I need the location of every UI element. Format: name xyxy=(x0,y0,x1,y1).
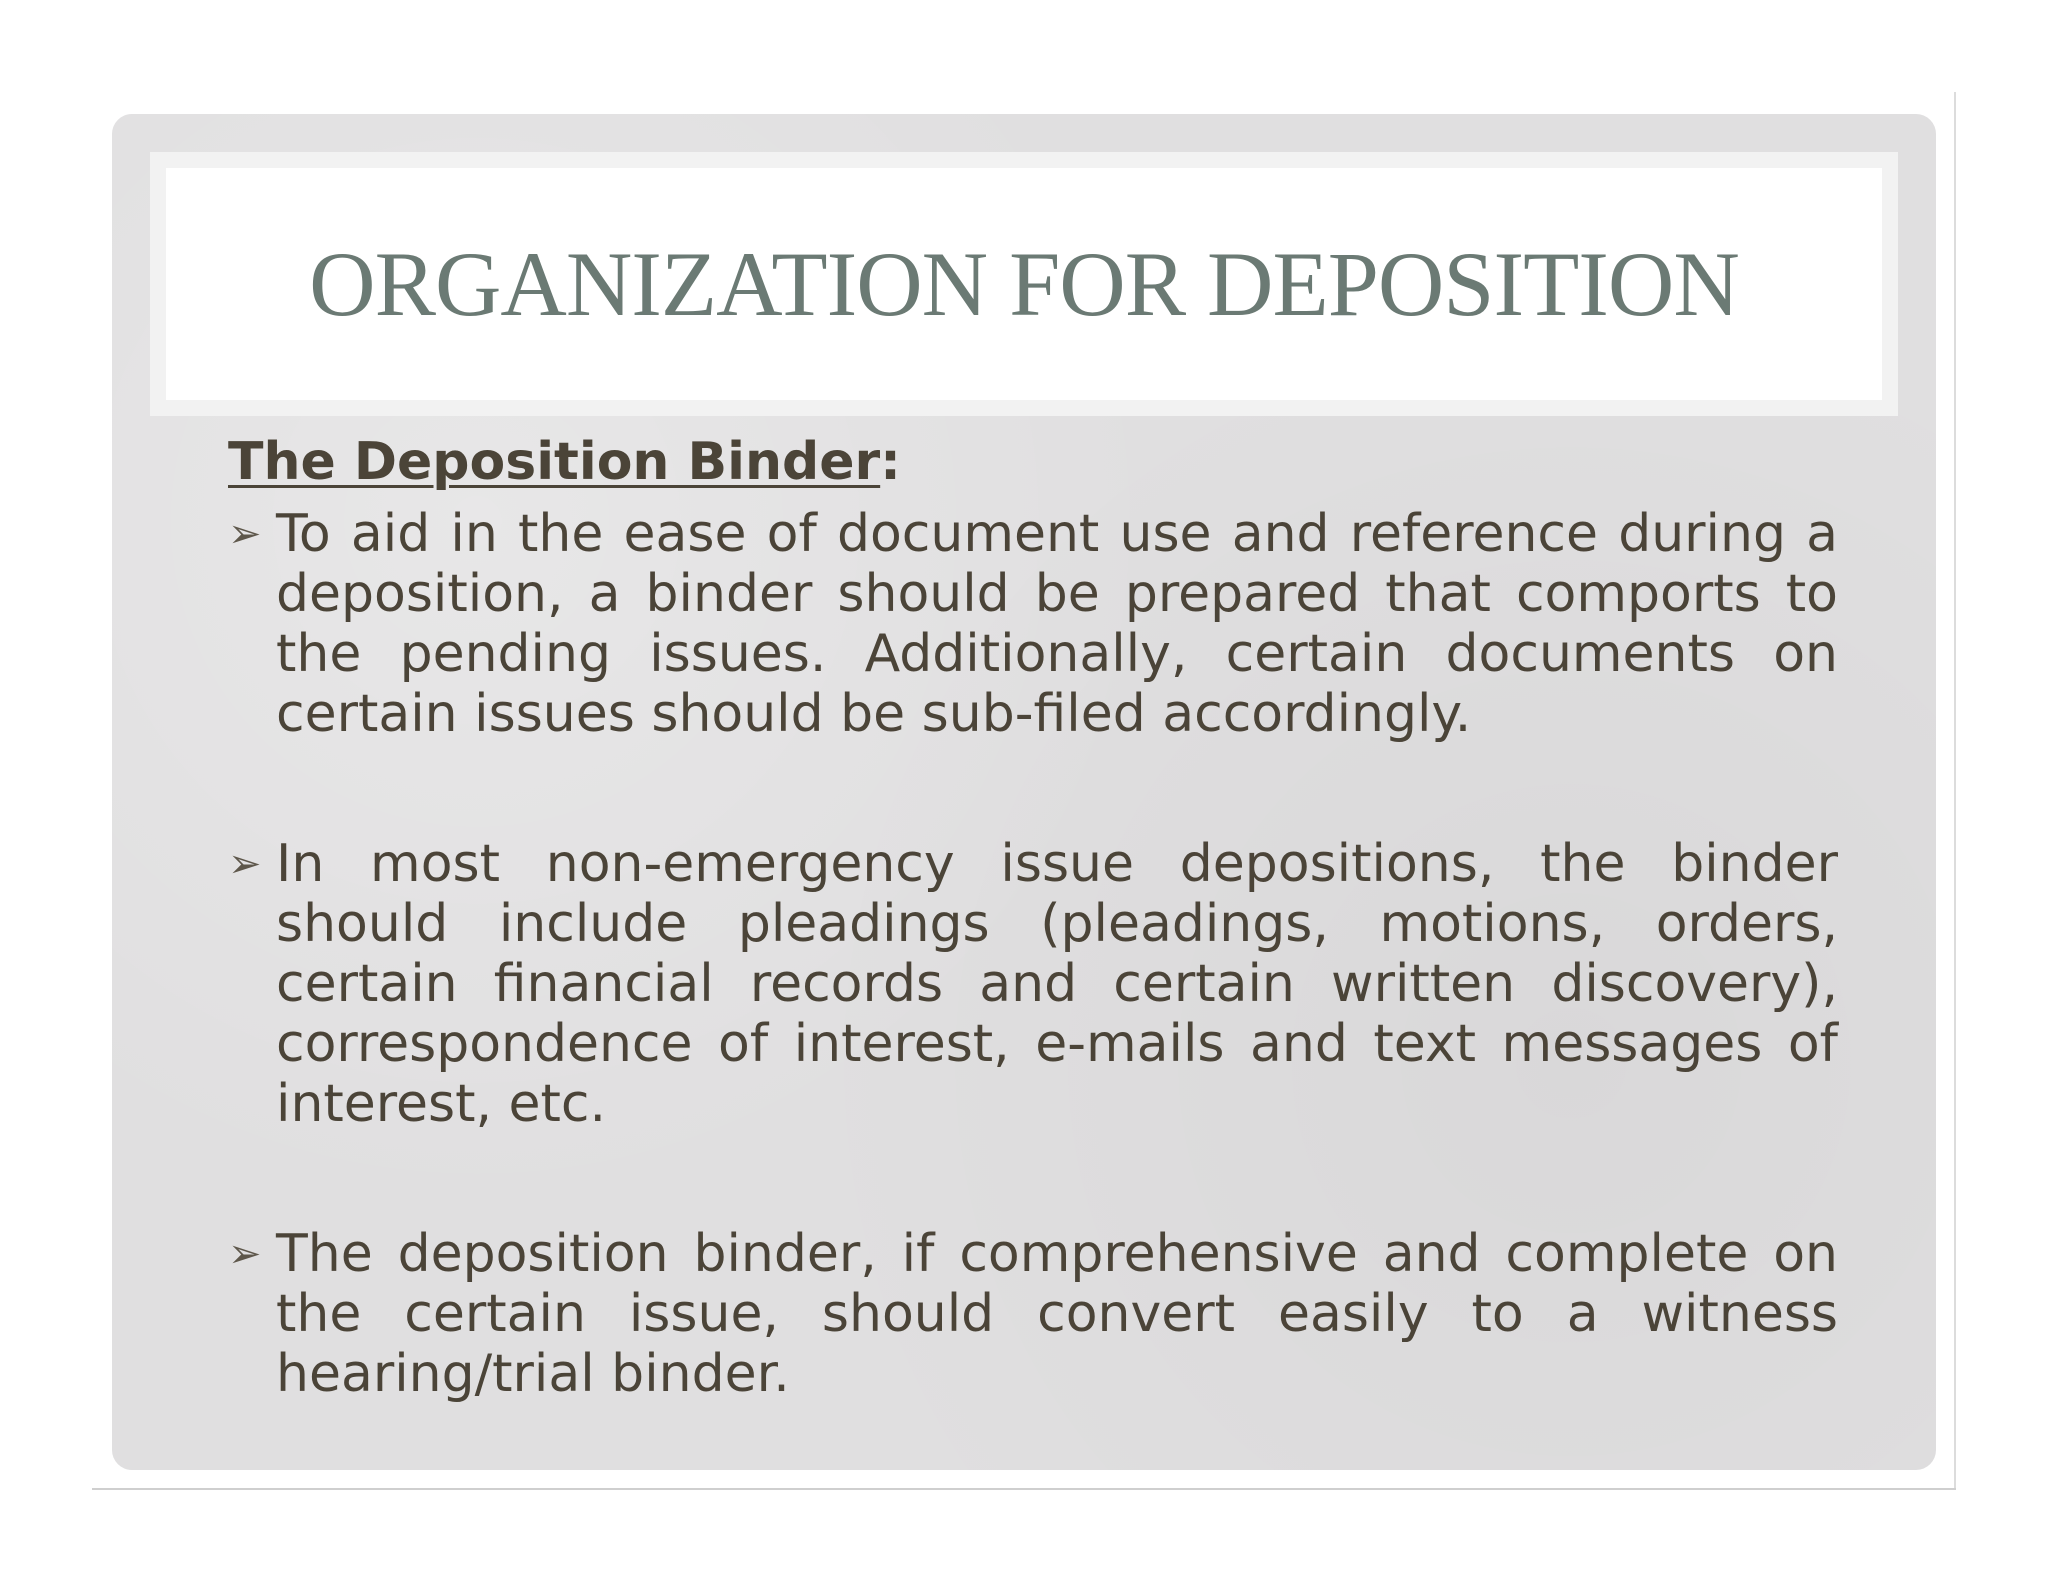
bullet-item xyxy=(228,834,1838,1134)
bullet-text: The deposition binder, if comprehensive and complete on the certain issue, should convert easily to a witness hearing/trial binder. xyxy=(276,1224,1838,1404)
frame-border-bottom xyxy=(92,1488,1956,1490)
bullet-item xyxy=(228,1224,1838,1404)
arrowhead-bullet-icon: ➢ xyxy=(228,511,262,557)
frame-border-right xyxy=(1954,92,1956,1489)
section-heading-colon: : xyxy=(880,432,901,492)
slide-title: ORGANIZATION FOR DEPOSITION xyxy=(309,233,1739,335)
slide-content xyxy=(228,420,1838,1404)
title-band xyxy=(150,152,1898,416)
arrowhead-bullet-icon: ➢ xyxy=(228,1231,262,1277)
bullet-text: To aid in the ease of document use and reference during a deposition, a binder should be prepared that comports to the pending issues. Additionally, certain documents on certain issues should be sub-filed accordingly. xyxy=(276,504,1838,744)
bullet-item xyxy=(228,504,1838,744)
section-heading-text: The Deposition Binder xyxy=(228,432,881,492)
slide xyxy=(112,114,1936,1470)
title-box xyxy=(166,168,1882,400)
section-heading xyxy=(228,420,1838,504)
bullet-text: In most non-emergency issue depositions, the binder should include pleadings (pleadings, motions, orders, certain financial records and certain written discovery), correspondence of interest, e-mails and text messages of interest, etc. xyxy=(276,834,1838,1134)
arrowhead-bullet-icon: ➢ xyxy=(228,841,262,887)
